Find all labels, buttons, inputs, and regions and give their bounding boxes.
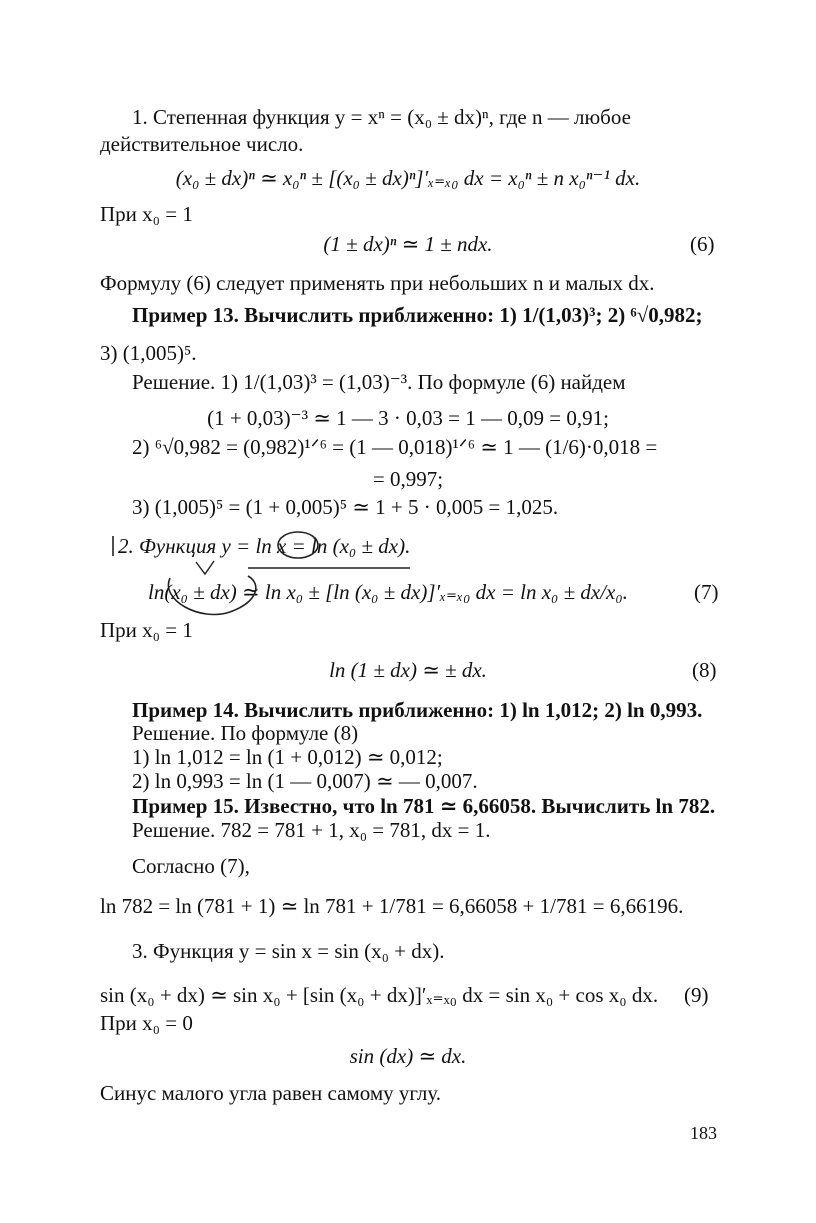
- solution-14-step-1: 1) ln 1,012 = ln (1 + 0,012) ≃ 0,012;: [132, 745, 443, 769]
- formula-9: sin (x₀ + dx) ≃ sin x₀ + [sin (x₀ + dx)]′ₓ₌ₓ₀ dx = sin x₀ + cos x₀ dx.: [100, 983, 659, 1007]
- example-13: Пример 13. Вычислить приближенно: 1) 1/(1,03)³; 2) ⁶√0,982;: [132, 303, 703, 327]
- according-to-7: Согласно (7),: [132, 854, 250, 878]
- conclusion-small-angle: Синус малого угла равен самому углу.: [100, 1081, 442, 1105]
- solution-13: Решение. 1) 1/(1,03)³ = (1,03)⁻³. По формуле (6) найдем: [132, 370, 626, 394]
- formula-7: ln(x₀ ± dx) ≃ ln x₀ ± [ln (x₀ ± dx)]′ₓ₌ₓ₀ dx = ln x₀ ± dx/x₀.: [148, 580, 628, 604]
- condition-x0-1-b: При x₀ = 1: [100, 618, 193, 642]
- condition-x0-0: При x₀ = 0: [100, 1011, 193, 1035]
- equation-number-9: (9): [684, 983, 709, 1007]
- formula-6: (1 ± dx)ⁿ ≃ 1 ± ndx.: [323, 232, 493, 256]
- page-number: 183: [690, 1123, 717, 1143]
- solution-14: Решение. По формуле (8): [132, 721, 359, 745]
- equation-number-7: (7): [694, 580, 719, 604]
- formula-8: ln (1 ± dx) ≃ ± dx.: [329, 658, 487, 682]
- equation-number-6: (6): [690, 232, 715, 256]
- formula-ln782: ln 782 = ln (781 + 1) ≃ ln 781 + 1/781 = 6,66058 + 1/781 = 6,66196.: [100, 894, 684, 918]
- example-14: Пример 14. Вычислить приближенно: 1) ln 1,012; 2) ln 0,993.: [132, 698, 703, 722]
- solution-14-step-2: 2) ln 0,993 = ln (1 — 0,007) ≃ — 0,007.: [132, 769, 478, 793]
- solution-13-step-3: 3) (1,005)⁵ = (1 + 0,005)⁵ ≃ 1 + 5 · 0,005 = 1,025.: [132, 495, 559, 519]
- arc-around-argument-mark: [168, 576, 255, 614]
- section-2-heading: 2. Функция y = ln x = ln (x₀ ± dx).: [118, 534, 411, 558]
- example-13-part-3: 3) (1,005)⁵.: [100, 341, 197, 365]
- solution-13-step-2-result: = 0,997;: [372, 467, 444, 491]
- section-3-heading: 3. Функция y = sin x = sin (x₀ + dx).: [132, 939, 445, 963]
- solution-15: Решение. 782 = 781 + 1, x₀ = 781, dx = 1.: [132, 818, 491, 842]
- condition-x0-1: При x₀ = 1: [100, 202, 193, 226]
- note-formula-6: Формулу (6) следует применять при небольших n и малых dx.: [100, 271, 655, 295]
- solution-13-step-2: 2) ⁶√0,982 = (0,982)¹ᐟ⁶ = (1 — 0,018)¹ᐟ⁶ ≃ 1 — (1/6)·0,018 =: [132, 435, 658, 459]
- formula-sin-dx: sin (dx) ≃ dx.: [349, 1044, 467, 1068]
- section-1-heading-cont: действительное число.: [100, 132, 304, 156]
- equation-number-8: (8): [692, 658, 717, 682]
- checkmark: [196, 561, 214, 574]
- example-15: Пример 15. Известно, что ln 781 ≃ 6,66058. Вычислить ln 782.: [132, 794, 716, 818]
- solution-13-step-1: (1 + 0,03)⁻³ ≃ 1 — 3 · 0,03 = 1 — 0,09 = 0,91;: [207, 406, 609, 430]
- formula-power-expansion: (x₀ ± dx)ⁿ ≃ x₀ⁿ ± [(x₀ ± dx)ⁿ]′ₓ₌ₓ₀ dx = x₀ⁿ ± n x₀ⁿ⁻¹ dx.: [175, 166, 641, 190]
- circle-ln-x-mark: [278, 532, 318, 558]
- section-1-heading: 1. Степенная функция y = xⁿ = (x₀ ± dx)ⁿ, где n — любое: [132, 105, 631, 129]
